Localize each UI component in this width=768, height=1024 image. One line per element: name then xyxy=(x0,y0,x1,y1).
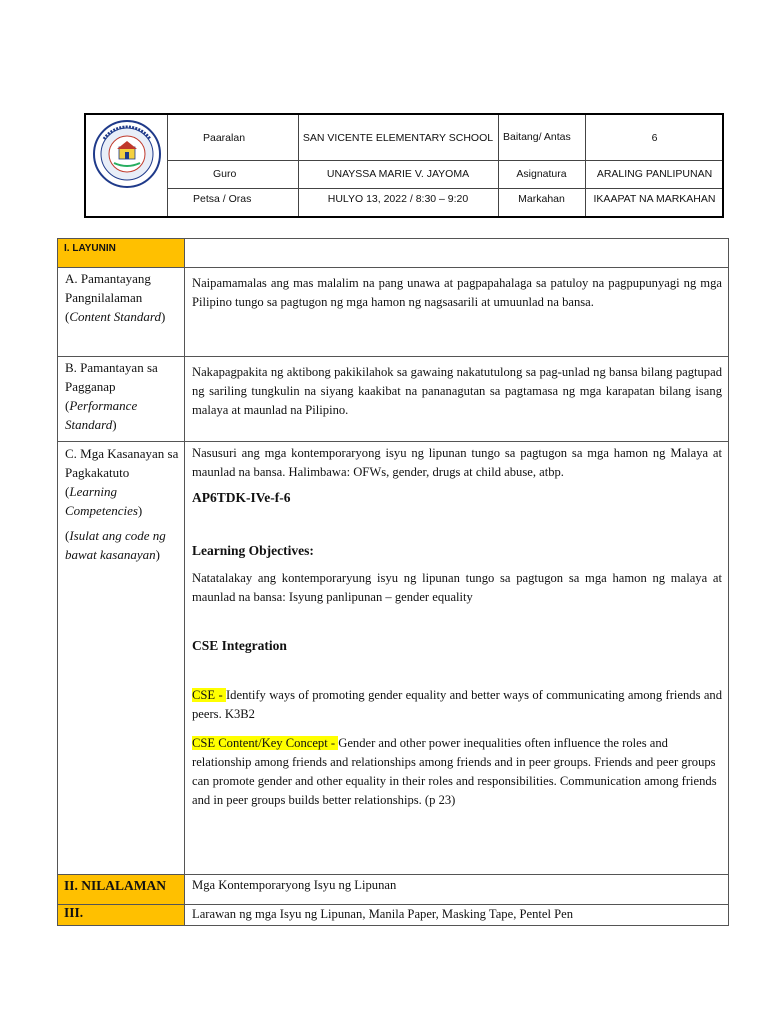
school-value: SAN VICENTE ELEMENTARY SCHOOL xyxy=(302,131,494,144)
cse-label: CSE - xyxy=(192,688,226,702)
nilalaman-cell xyxy=(185,875,729,905)
quarter-label: Markahan xyxy=(518,193,565,205)
teacher-value: UNAYSSA MARIE V. JAYOMA xyxy=(326,168,470,180)
content-standard-sub: Content Standard xyxy=(69,309,161,324)
iii-label-cell xyxy=(57,905,185,926)
nilalaman-label: II. NILALAMAN xyxy=(64,878,167,893)
iii-text: Larawan ng mga Isyu ng Lipunan, Manila Paper, Masking Tape, Pentel Pen xyxy=(192,907,574,921)
teacher-label: Guro xyxy=(213,168,237,180)
content-standard-label: A. Pamantayang Pangnilalaman xyxy=(65,271,151,305)
date-value: HULYO 13, 2022 / 8:30 – 9:20 xyxy=(327,193,469,205)
competencies-sub: Learning Competencies xyxy=(65,484,138,518)
cse-paragraph xyxy=(185,654,728,724)
content-standard-text: Naipamamalas ang mas malalim na pang unawa at pagpapahalaga sa patuloy na pagpupunyagi ng mga Pilipino tungo sa pagtugon ng mga hamon ng nagsasarili at umuunlad na bansa. xyxy=(192,276,722,309)
grade-value: 6 xyxy=(651,131,658,144)
cse-text: Identify ways of promoting gender equality and better ways of communicating among friends and peers. K3B2 xyxy=(192,688,722,721)
date-label: Petsa / Oras xyxy=(193,193,252,205)
performance-standard-text: Nakapagpakita ng aktibong pakikilahok sa gawaing nakatutulong sa pag-unlad ng bansa bilang pagtupad ng sariling tungkulin na siyang kaakibat na pananagutan sa pagtamasa ng mga karapatan bilang isang malaya at maunlad na Pilipino. xyxy=(192,365,722,417)
nilalaman-text: Mga Kontemporaryong Isyu ng Lipunan xyxy=(192,878,397,892)
competencies-label-cell: C. Mga Kasanayan sa Pagkakatuto (Learning Competencies) (Isulat ang code ng bawat kasanayan) xyxy=(57,442,185,875)
layunin-empty-cell xyxy=(185,238,729,268)
school-seal-logo xyxy=(92,119,162,189)
competencies-note: Isulat ang code ng bawat kasanayan xyxy=(65,528,166,562)
competencies-text: Nasusuri ang mga kontemporaryong isyu ng lipunan tungo sa pagtugon sa mga hamon ng Malaya at maunlad na bansa. Halimbawa: OFWs, gender, drugs at child abuse, atbp. xyxy=(192,446,722,479)
subject-label: Asignatura xyxy=(516,168,567,180)
header-table xyxy=(84,113,724,218)
layunin-cell xyxy=(57,238,185,268)
competencies-cell xyxy=(185,442,729,875)
performance-standard-cell xyxy=(185,357,729,442)
cse-key-label: CSE Content/Key Concept - xyxy=(192,736,339,750)
school-label: Paaralan xyxy=(203,131,246,144)
competency-code: AP6TDK-IVe-f-6 xyxy=(192,490,291,505)
learning-objectives-heading: Learning Objectives: xyxy=(192,543,314,558)
layunin-label: I. LAYUNIN xyxy=(64,243,116,254)
content-standard-cell xyxy=(185,268,729,357)
content-standard-label-cell: A. Pamantayang Pangnilalaman (Content Standard) xyxy=(57,268,185,357)
competencies-label: C. Mga Kasanayan sa Pagkakatuto xyxy=(65,446,179,480)
performance-standard-label: B. Pamantayan sa Pagganap xyxy=(65,360,158,394)
cse-key-text: Gender and other power inequalities often influence the roles and relationship among friends and relationships among friends and in peer groups. Friends and peer groups can promote gender and other equality in their roles and responsibilities. Communication among friends and in peer groups builds better relationships. (p 23) xyxy=(192,736,717,807)
grade-label: Baitang/ Antas xyxy=(503,131,571,143)
nilalaman-label-cell xyxy=(57,875,185,905)
quarter-value: IKAAPAT NA MARKAHAN xyxy=(593,193,716,205)
subject-value: ARALING PANLIPUNAN xyxy=(596,168,713,180)
cse-heading: CSE Integration xyxy=(192,638,287,653)
iii-cell xyxy=(185,905,729,926)
cse-key-paragraph xyxy=(185,724,728,810)
performance-standard-label-cell: B. Pamantayan sa Pagganap (Performance Standard) xyxy=(57,357,185,442)
performance-standard-sub: Performance Standard xyxy=(65,398,138,432)
learning-objectives-text: Natatalakay ang kontemporaryung isyu ng lipunan tungo sa pagtugon sa mga hamon ng malaya at maunlad na bansa: Isyung panlipunan – gender equality xyxy=(192,571,722,604)
lesson-plan-table xyxy=(57,238,729,926)
iii-label: III. xyxy=(64,905,84,920)
